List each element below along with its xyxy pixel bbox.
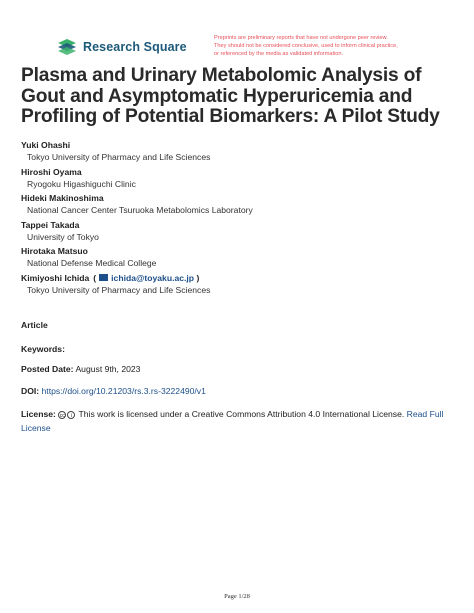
preprint-disclaimer — [214, 34, 464, 58]
author-affiliation: Tokyo University of Pharmacy and Life Sciences — [27, 152, 211, 162]
close-paren: ) — [194, 272, 200, 283]
author-name: Kimiyoshi Ichida — [21, 272, 90, 283]
author-email[interactable]: ichida@toyaku.ac.jp — [111, 272, 195, 283]
author-entry — [21, 166, 461, 191]
license-label: License: — [21, 409, 56, 419]
license-text: This work is licensed under a Creative Commons Attribution 4.0 International License. — [78, 409, 405, 419]
disclaimer-line: Preprints are preliminary reports that have not undergone peer review. — [214, 35, 388, 41]
article-type: Article — [21, 320, 48, 330]
author-email-link[interactable] — [93, 272, 199, 284]
paper-title: Plasma and Urinary Metabolomic Analysis of Gout and Asymptomatic Hyperuricemia and Profiling of Potential Biomarkers: A Pilot Study — [21, 65, 440, 127]
disclaimer-line: or referenced by the media as validated information. — [214, 51, 344, 57]
read-full-license-link[interactable]: Read Full License — [21, 409, 444, 433]
author-affiliation: National Cancer Center Tsuruoka Metabolomics Laboratory — [27, 205, 253, 215]
posted-date-label: Posted Date: — [21, 364, 74, 374]
page-number: Page 1/28 — [224, 593, 250, 600]
corresponding-author — [21, 272, 461, 284]
author-entry — [21, 192, 461, 217]
author-affiliation: Tokyo University of Pharmacy and Life Sciences — [27, 284, 211, 295]
keywords-label: Keywords: — [21, 344, 65, 354]
author-name: Tappei Takada — [21, 219, 80, 230]
creative-commons-icon: cc — [59, 412, 65, 419]
author-name: Hirotaka Matsuo — [21, 246, 88, 256]
logo-text: Research Square — [83, 40, 187, 54]
doi-link[interactable]: https://doi.org/10.21203/rs.3.rs-3222490/v1 — [41, 386, 206, 396]
author-list — [21, 139, 461, 298]
doi — [21, 386, 206, 396]
author-affiliation: National Defense Medical College — [27, 258, 157, 268]
author-name: Hiroshi Oyama — [21, 166, 82, 177]
open-paren: ( — [93, 272, 97, 283]
disclaimer-line: They should not be considered conclusive, used to inform clinical practice, — [214, 43, 398, 49]
author-name: Hideki Makinoshima — [21, 193, 104, 203]
research-square-logo-icon — [56, 38, 78, 56]
doi-label: DOI: — [21, 386, 40, 396]
license-statement — [21, 408, 461, 435]
author-entry — [21, 245, 461, 270]
posted-date — [21, 364, 140, 374]
author-affiliation: Ryogoku Higashiguchi Clinic — [27, 178, 136, 189]
research-square-logo[interactable] — [56, 38, 187, 56]
envelope-icon — [99, 274, 108, 281]
attribution-icon: i — [67, 411, 75, 419]
author-entry-corresponding — [21, 272, 461, 297]
author-name: Yuki Ohashi — [21, 140, 71, 150]
author-entry — [21, 139, 461, 164]
header — [56, 34, 456, 64]
author-affiliation: University of Tokyo — [27, 231, 99, 242]
author-entry — [21, 219, 461, 244]
posted-date-value: August 9th, 2023 — [75, 364, 141, 374]
